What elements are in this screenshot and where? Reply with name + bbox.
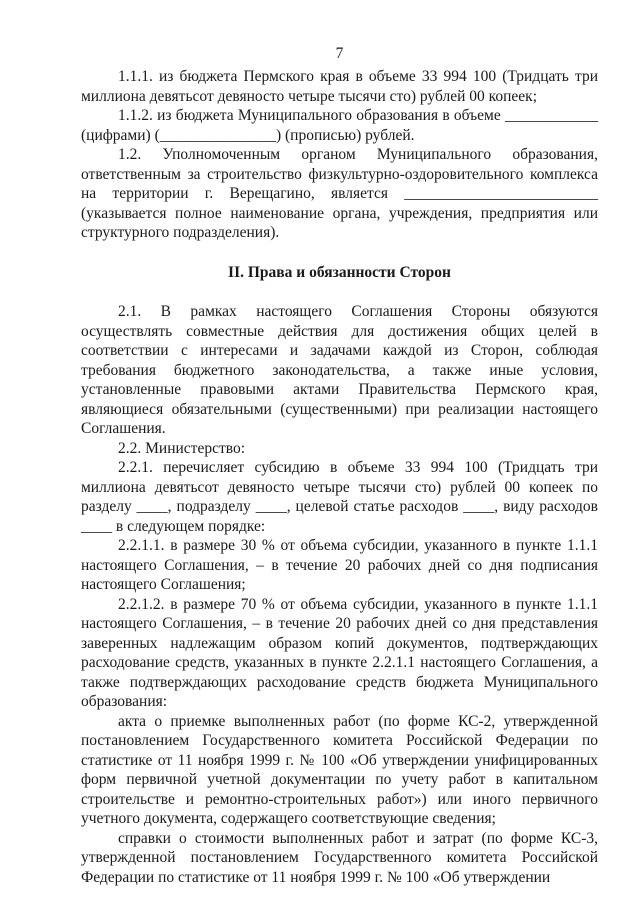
paragraph-certificate-ks3: справки о стоимости выполненных работ и затрат (по форме КС-3, утвержденной постановлением Государственного комитета Российской Федерации по статистике от 11 ноября 1999 г. № 100 «Об утверждении [81,829,598,886]
paragraph-1-2: 1.2. Уполномоченным органом Муниципального образования, ответственным за строительство физкультурно-оздоровительного комплекса на территории г. Верещагино, является _________________________ (указывается полное наименование органа, учреждения, предприятия или структурного подразделения). [81,146,598,241]
paragraph-2-2-1-1: 2.2.1.1. в размере 30 % от объема субсидии, указанного в пункте 1.1.1 настоящего Соглашения, – в течение 20 рабочих дней со дня подписания настоящего Соглашения; [81,537,598,593]
paragraph-2-1: 2.1. В рамках настоящего Соглашения Стороны обязуются осуществлять совместные действия для достижения общих целей в соответствии с интересами и задачами каждой из Сторон, соблюдая требования бюджетного законодательства, а также иные условия, установленные правовыми актами Правительства Пермского края, являющиеся обязательными (существенными) при реализации настоящего Соглашения. [81,303,598,437]
paragraph-2-2-1-2: 2.2.1.2. в размере 70 % от объема субсидии, указанного в пункте 1.1.1 настоящего Соглашения, – в течение 20 рабочих дней со дня представления заверенных надлежащим образом копий документов, подтверждающих расходование средств, указанных в пункте 2.2.1.1 настоящего Соглашения, а также подтверждающих расходование средств бюджета Муниципального образования: [81,595,598,710]
paragraph-act-ks2: акта о приемке выполненных работ (по форме КС-2, утвержденной постановлением Государственного комитета Российской Федерации по статистике от 11 ноября 1999 г. № 100 «Об утверждении унифицированных форм первичной учетной документации по учету работ в капитальном строительстве и ремонтно-строительных работ») или иного первичного учетного документа, содержащего соответствующие сведения; [81,712,598,827]
paragraph-2-2-1: 2.2.1. перечисляет субсидию в объеме 33 994 100 (Тридцать три миллиона девятьсот девяносто четыре тысячи сто) рублей 00 копеек по разделу ____, подразделу ____, целевой статье расходов ____, виду расходов ____ в следующем порядке: [81,459,598,535]
paragraph-1-1-2: 1.1.2. из бюджета Муниципального образования в объеме ____________ (цифрами) (_______________) (прописью) рублей. [81,107,598,144]
paragraph-1-1-1: 1.1.1. из бюджета Пермского края в объеме 33 994 100 (Тридцать три миллиона девятьсот девяносто четыре тысячи сто) рублей 00 копеек; [81,68,598,105]
section-heading: II. Права и обязанности Сторон [228,263,451,281]
page-number: 7 [335,45,344,62]
paragraph-2-2: 2.2. Министерство: [118,439,245,457]
